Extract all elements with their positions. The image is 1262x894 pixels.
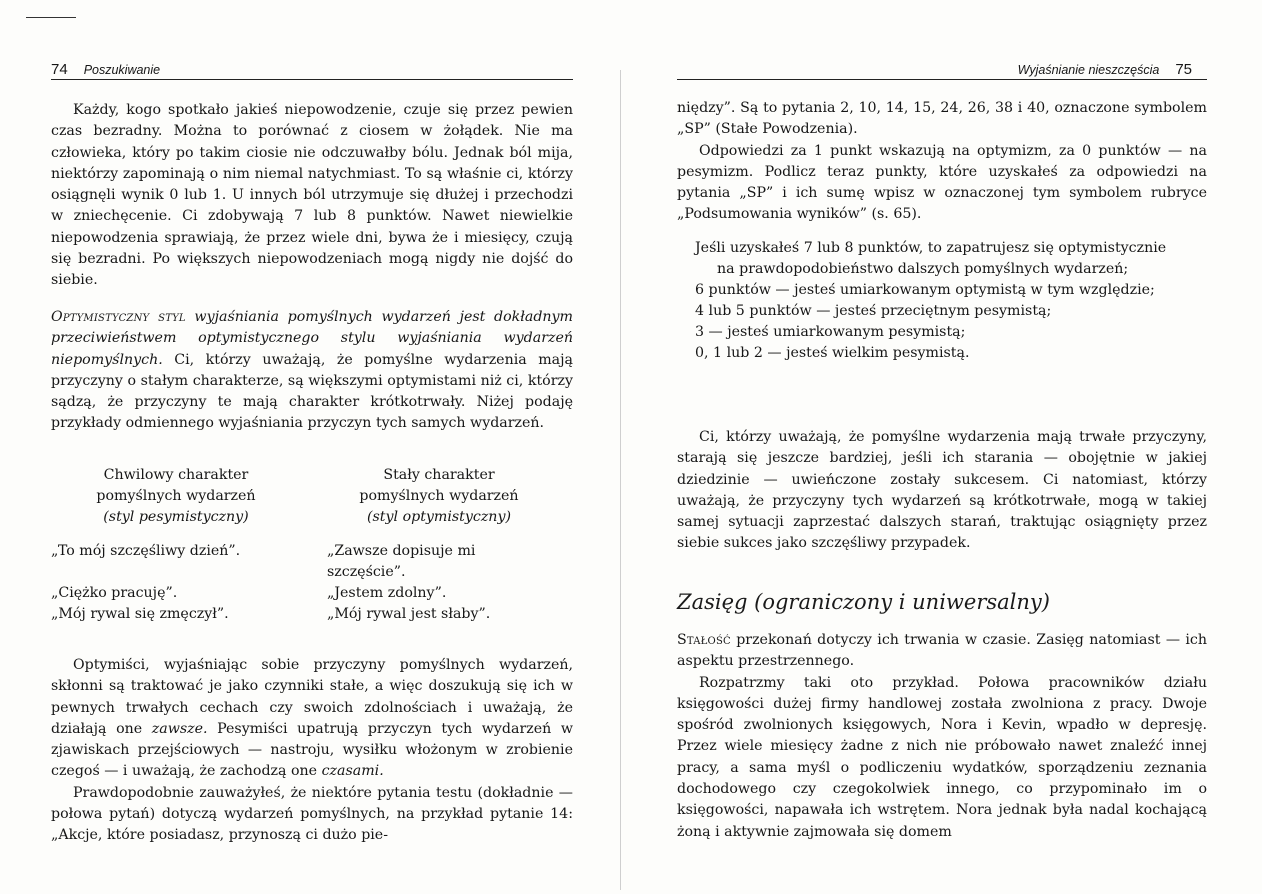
paragraph-text: Prawdopodobnie zauważyłeś, że niektóre pytania testu (dokładnie — połowa pytań) dotyczą wydarzeń pomyślnych, na przykład pytanie 14: „Akcje, które posiadasz, przynoszą ci dużo pie-	[51, 784, 573, 844]
left-page-number: 74	[51, 61, 68, 78]
right-running-title: Wyjaśnianie nieszczęścia	[1017, 63, 1160, 77]
optimistic-example: szczęście”.	[327, 564, 406, 580]
right-header-rule	[677, 79, 1207, 80]
heading-line: pomyślnych wydarzeń	[96, 488, 256, 504]
score-item: Jeśli uzyskałeś 7 lub 8 punktów, to zapatrujesz się optymistycznie na prawdopodobieństwo dalszych pomyślnych wydarzeń;	[695, 240, 1167, 277]
paragraph-text: Każdy, kogo spotkało jakieś niepowodzenie, czuje się przez pewien czas bezradny. Można to porównać z ciosem w żołądek. Nie ma człowieka, który po takim ciosie nie odczuwałby bólu. Jednak ból mija, niektórzy zapominają o nim niemal natychmiast. To są właśnie ci, którzy osiągnęli wynik 0 lub 1. U innych ból utrzymuje się dłużej i przechodzi w zniechęcenie. Ci zdobywają 7 lub 8 punktów. Nawet niewielkie niepowodzenia sprawiają, że przez wiele dni, bywa że i miesięcy, czują się bezradni. Po większych niepowodzeniach mogą nigdy nie dojść do siebie.	[51, 102, 573, 289]
paragraph-text: Optymiści, wyjaśniając sobie przyczyny pomyślnych wydarzeń, skłonni są traktować je jako czynniki stałe, a więc doszukują się ich w pewnych trwałych cechach czy swoich zdolnościach i uważają, że działają one	[51, 657, 573, 737]
right-paragraph-3	[677, 427, 1207, 555]
score-item: 3 — jesteś umiarkowanym pesymistą;	[695, 324, 966, 340]
left-running-head	[51, 61, 160, 78]
score-item: 6 punktów — jesteś umiarkowanym optymistą w tym względzie;	[695, 282, 1155, 298]
optimistic-style-term: Optymistyczny styl	[51, 309, 186, 325]
score-item: 4 lub 5 punktów — jesteś przeciętnym pesymistą;	[695, 303, 1052, 319]
heading-line: (styl optymistyczny)	[366, 509, 511, 525]
left-running-title: Poszukiwanie	[83, 63, 161, 77]
left-paragraph-2	[51, 307, 573, 435]
right-page-number: 75	[1175, 61, 1192, 78]
heading-line: Chwilowy charakter	[103, 467, 249, 483]
paragraph-text: Pesymiści upatrują przyczyn tych wydarzeń w zjawiskach przejściowych — nastroju, wysiłku włożonym w zrobienie czegoś — i uważają, że zachodzą one	[51, 720, 574, 780]
optimistic-example: „Mój rywal jest słaby”.	[327, 606, 491, 622]
left-page	[0, 0, 620, 894]
emphasis-text: wyjaśniania pomyślnych wydarzeń jest dokładnym przeciwieństwem optymistycznego stylu wyjaśniania wydarzeń niepomyślnych.	[51, 309, 574, 368]
temporary-column-heading	[71, 465, 281, 528]
right-page	[621, 0, 1262, 894]
score-item: 0, 1 lub 2 — jesteś wielkim pesymistą.	[695, 345, 970, 361]
score-interpretation-list	[677, 238, 1207, 364]
section-heading: Zasięg (ograniczony i uniwersalny)	[677, 590, 1050, 614]
heading-line: Stały charakter	[383, 467, 495, 483]
permanent-column-heading	[334, 465, 544, 528]
pessimistic-example: „Mój rywal się zmęczył”.	[51, 606, 229, 622]
emphasis-text: zawsze.	[151, 720, 208, 737]
paragraph-text: niędzy”. Są to pytania 2, 10, 14, 15, 24, 26, 38 i 40, oznaczone symbolem „SP” (Stałe Powodzenia).	[677, 100, 1207, 138]
paragraph-text: przekonań dotyczy ich trwania w czasie. Zasięg natomiast — ich aspektu przestrzennego.	[677, 632, 1208, 670]
optimistic-example: „Zawsze dopisuje mi	[327, 543, 476, 559]
heading-line: pomyślnych wydarzeń	[359, 488, 519, 504]
left-header-rule	[51, 79, 573, 80]
heading-line: (styl pesymistyczny)	[103, 509, 249, 525]
pessimistic-example: „To mój szczęśliwy dzień”.	[51, 543, 241, 559]
left-paragraph-3	[51, 655, 573, 847]
right-paragraphs-4-5	[677, 630, 1207, 843]
optimistic-example: „Jestem zdolny”.	[327, 585, 447, 601]
paragraph-text: Rozpatrzmy taki oto przykład. Połowa pracowników działu księgowości dużej firmy handlowej została zwolniona z pracy. Dwoje spośród zwolnionych księgowych, Nora i Kevin, wpadło w depresję. Przez wiele miesięcy żadne z nich nie próbowało nawet znaleźć innej pracy, a sama myśl o podliczeniu wydatków, sporządzeniu zeznania dochodowego czy czegokolwiek innego, co przypominało im o księgowości, napawała ich wstrętem. Nora jednak była nadal kochającą żoną i aktywnie zajmowała się domem	[677, 674, 1207, 840]
left-paragraph-1	[51, 100, 573, 292]
paragraph-text: Ci, którzy uważają, że pomyślne wydarzenia mają trwałe przyczyny, starają się jeszcze bardziej, jeśli ich starania — obojętnie w jakiej dziedzinie — uwieńczone zostały sukcesem. Ci natomiast, którzy uważają, że przyczyny tych wydarzeń są krótkotrwałe, mogą w takiej samej sytuacji zaprzestać dalszych starań, traktując osiągnięty przez siebie sukces jako szczęśliwy przypadek.	[677, 429, 1207, 552]
permanence-term: Stałość	[677, 632, 731, 648]
pessimistic-example: „Ciężko pracuję”.	[51, 585, 178, 601]
paragraph-text: Ci, którzy uważają, że pomyślne wydarzenia mają przyczyny o stałym charakterze, są większymi optymistami niż ci, którzy sądzą, że przyczyny te mają charakter krótkotrwały. Niżej podaję przykłady odmiennego wyjaśniania przyczyn tych samych wydarzeń.	[51, 351, 574, 432]
right-paragraphs-1-2	[677, 98, 1207, 226]
emphasis-text: czasami.	[321, 763, 384, 780]
paragraph-text: Odpowiedzi za 1 punkt wskazują na optymizm, za 0 punktów — na pesymizm. Podlicz teraz punkty, które uzyskałeś za odpowiedzi na pytania „SP” i ich sumę wpisz w oznaczonej tym symbolem rubryce „Podsumowania wyników” (s. 65).	[677, 142, 1207, 223]
right-running-head	[1018, 61, 1192, 78]
